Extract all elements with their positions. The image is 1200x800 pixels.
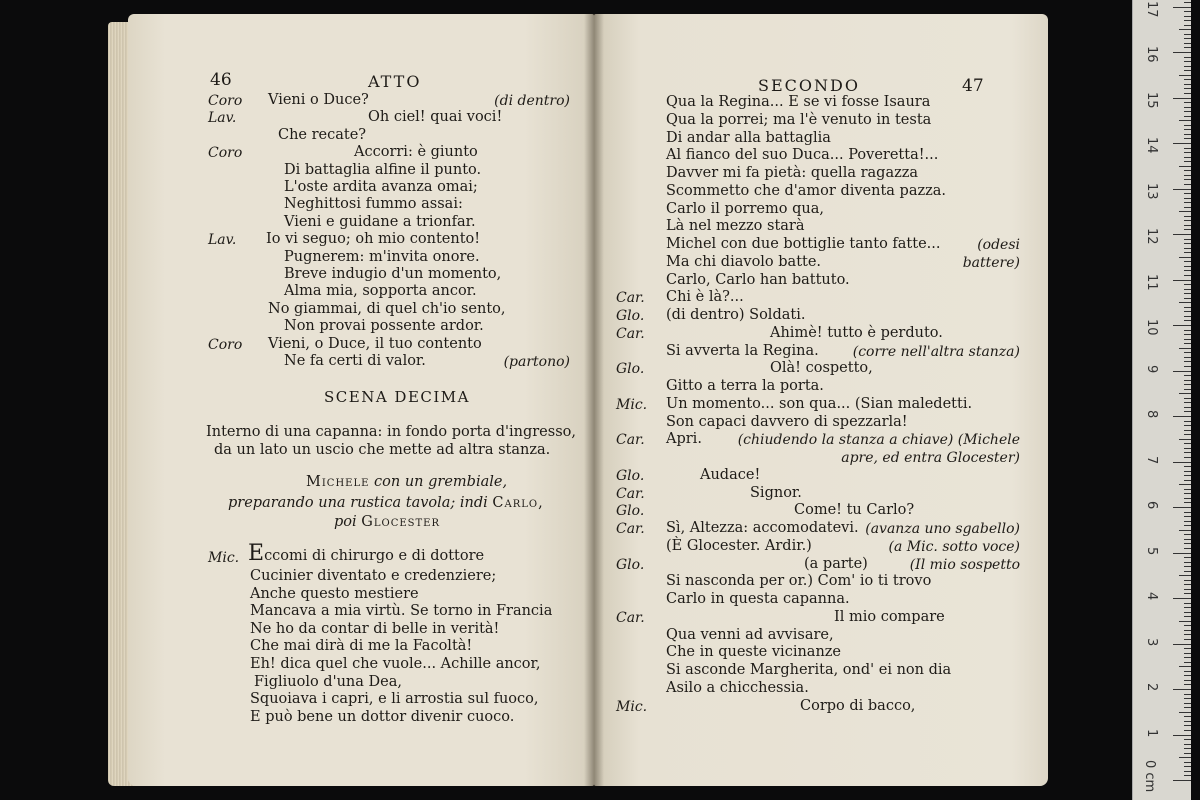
ruler-tick <box>1184 229 1191 230</box>
ruler-tick <box>1184 298 1191 299</box>
ruler-tick <box>1184 521 1191 522</box>
page-number-right: 47 <box>962 76 984 96</box>
ruler-number: 13 <box>1144 182 1159 200</box>
ruler-tick <box>1184 375 1191 376</box>
verse-line: Di battaglia alfine il punto. <box>284 161 482 178</box>
ruler-tick <box>1179 302 1191 303</box>
verse-line: Non provai possente ardor. <box>284 318 484 335</box>
ruler-tick <box>1184 675 1191 676</box>
verse-line: Breve indugio d'un momento, <box>284 266 502 282</box>
ruler-tick <box>1184 430 1191 431</box>
setting-line-2: da un lato un uscio che mette ad altra stanza. <box>214 442 551 458</box>
ruler-tick <box>1184 16 1191 17</box>
ruler-tick <box>1173 507 1191 508</box>
ruler-tick <box>1184 612 1191 613</box>
ruler-tick <box>1184 316 1191 317</box>
speaker-label: Mic. <box>208 550 240 566</box>
ruler-tick <box>1184 443 1191 444</box>
speaker-label: Mic. <box>616 396 648 413</box>
speaker-label: Glo. <box>616 503 645 520</box>
cast-line-3: poi Glocester <box>334 514 440 530</box>
verse-line: Come! tu Carlo? <box>794 502 915 519</box>
ruler-tick <box>1179 666 1191 667</box>
ruler-tick <box>1184 20 1191 21</box>
verse-line: No giammai, di quel ch'io sento, <box>268 300 506 317</box>
ruler-tick <box>1184 721 1191 722</box>
ruler-tick <box>1184 138 1191 139</box>
verse-line: Cucinier diventato e credenziere; <box>250 568 497 584</box>
ruler-tick <box>1184 516 1191 517</box>
ruler-tick <box>1173 98 1191 99</box>
ruler-tick <box>1184 148 1191 149</box>
ruler-tick <box>1184 239 1191 240</box>
ruler-tick <box>1184 748 1191 749</box>
ruler-number: 4 <box>1144 592 1159 601</box>
ruler-tick <box>1173 371 1191 372</box>
ruler-tick <box>1179 712 1191 713</box>
ruler-tick <box>1184 389 1191 390</box>
verse-line: (a parte) <box>804 555 868 572</box>
ruler-tick <box>1173 735 1191 736</box>
scene-title: SCENA DECIMA <box>324 388 470 406</box>
ruler-tick <box>1179 439 1191 440</box>
ruler-tick <box>1179 575 1191 576</box>
ruler-tick <box>1184 452 1191 453</box>
ruler-tick <box>1184 562 1191 563</box>
ruler-tick <box>1184 129 1191 130</box>
ruler-tick <box>1173 416 1191 417</box>
verse-line: Olà! cospetto, <box>770 360 873 377</box>
ruler-tick <box>1184 698 1191 699</box>
verse-line: Vieni, o Duce, il tuo contento <box>268 335 482 352</box>
verse-line: Davver mi fa pietà: quella ragazza <box>666 165 919 181</box>
ruler-tick <box>1179 393 1191 394</box>
verse-line: Sì, Altezza: accomodatevi. <box>666 520 859 536</box>
ruler-tick <box>1184 193 1191 194</box>
verse-line: E può bene un dottor divenir cuoco. <box>250 708 515 725</box>
ruler-tick <box>1173 644 1191 645</box>
verse-line: Audace! <box>700 466 761 483</box>
ruler-tick <box>1184 493 1191 494</box>
ruler-tick <box>1184 380 1191 381</box>
verse-line: (È Glocester. Ardir.) <box>666 537 812 554</box>
verse-line: Michel con due bottiglie tanto fatte... <box>666 236 941 252</box>
speaker-label: Glo. <box>616 361 645 378</box>
ruler-tick <box>1184 630 1191 631</box>
open-book <box>108 14 1048 786</box>
ruler-tick <box>1184 88 1191 89</box>
verse-line: Qua la Regina... E se vi fosse Isaura <box>666 94 931 110</box>
ruler-tick <box>1173 189 1191 190</box>
speaker-label: Car. <box>616 485 645 502</box>
ruler-number: 10 <box>1144 319 1159 336</box>
ruler-tick <box>1184 357 1191 358</box>
ruler-tick <box>1184 275 1191 276</box>
ruler-tick <box>1184 243 1191 244</box>
ruler-tick <box>1184 534 1191 535</box>
ruler-tick <box>1184 175 1191 176</box>
ruler-number: 16 <box>1144 46 1159 63</box>
ruler-tick <box>1184 179 1191 180</box>
ruler-tick <box>1184 684 1191 685</box>
speaker-label: Lav. <box>208 232 237 249</box>
ruler-tick <box>1179 530 1191 531</box>
ruler-tick <box>1184 84 1191 85</box>
ruler-tick <box>1184 725 1191 726</box>
verse-line: Asilo a chicchessia. <box>666 679 809 696</box>
ruler-number: 11 <box>1144 273 1159 291</box>
speaker-label: Mic. <box>616 698 648 715</box>
verse-line: Oh ciel! quai voci! <box>368 109 503 126</box>
verse-line: Neghittosi fummo assai: <box>284 196 463 213</box>
verse-line: Che recate? <box>278 126 367 143</box>
verse-line: Scommetto che d'amor diventa pazza. <box>666 182 947 199</box>
ruler-number: 9 <box>1144 364 1159 373</box>
stage-direction: (odesi <box>977 237 1020 253</box>
verse-line: Corpo di bacco, <box>800 697 916 714</box>
verse-line: Vieni e guidane a trionfar. <box>284 213 476 230</box>
book-gutter <box>584 14 604 786</box>
ruler-tick <box>1184 252 1191 253</box>
setting-line-1: Interno di una capanna: in fondo porta d'ingresso, <box>206 424 576 440</box>
ruler-tick <box>1184 744 1191 745</box>
stage-direction: battere) <box>962 254 1020 271</box>
ruler-tick <box>1184 293 1191 294</box>
ruler-tick <box>1184 607 1191 608</box>
ruler-tick <box>1184 616 1191 617</box>
speaker-label: Glo. <box>616 556 645 573</box>
verse-line: Qua venni ad avvisare, <box>666 626 834 643</box>
verse-line: Anche questo mestiere <box>250 585 419 602</box>
ruler-tick <box>1184 38 1191 39</box>
verse-line: Accorri: è giunto <box>354 144 478 161</box>
verse-line: Che mai dirà di me la Facoltà! <box>250 638 473 655</box>
verse-line: Son capaci davvero di spezzarla! <box>666 413 908 430</box>
ruler-tick <box>1184 307 1191 308</box>
speaker-label: Car. <box>616 521 645 537</box>
ruler-tick <box>1184 134 1191 135</box>
stage-direction: (corre nell'altra stanza) <box>852 343 1020 360</box>
ruler-tick <box>1173 553 1191 554</box>
ruler-tick <box>1184 648 1191 649</box>
ruler-tick <box>1179 484 1191 485</box>
ruler-tick <box>1184 730 1191 731</box>
ruler-number: 3 <box>1144 637 1159 646</box>
ruler-tick <box>1184 102 1191 103</box>
ruler-tick <box>1184 207 1191 208</box>
ruler-tick <box>1184 589 1191 590</box>
ruler-tick <box>1184 703 1191 704</box>
ruler-tick <box>1184 762 1191 763</box>
ruler-tick <box>1184 716 1191 717</box>
ruler-tick <box>1184 57 1191 58</box>
ruler-tick <box>1179 120 1191 121</box>
ruler-tick <box>1184 47 1191 48</box>
verse-line: Là nel mezzo starà <box>666 218 805 235</box>
ruler-tick <box>1184 402 1191 403</box>
ruler-tick <box>1184 161 1191 162</box>
verse-line: Gitto a terra la porta. <box>666 378 824 394</box>
ruler-tick <box>1179 75 1191 76</box>
ruler-tick <box>1184 543 1191 544</box>
ruler-tick <box>1173 462 1191 463</box>
ruler-tick <box>1184 330 1191 331</box>
verse-line: Ahimè! tutto è perduto. <box>770 324 943 341</box>
ruler-tick <box>1184 525 1191 526</box>
ruler-tick <box>1184 653 1191 654</box>
ruler-tick <box>1173 598 1191 599</box>
ruler-tick <box>1184 339 1191 340</box>
ruler-tick <box>1184 366 1191 367</box>
verse-line: Qua la porrei; ma l'è venuto in testa <box>666 111 932 128</box>
stage-direction: (a Mic. sotto voce) <box>888 538 1020 555</box>
ruler-tick <box>1184 694 1191 695</box>
ruler-tick <box>1184 2 1191 3</box>
ruler-tick <box>1173 234 1191 235</box>
verse-line: Si asconde Margherita, ond' ei non dia <box>666 662 952 678</box>
ruler-tick <box>1184 639 1191 640</box>
measuring-ruler <box>1132 0 1191 800</box>
ruler-tick <box>1184 475 1191 476</box>
ruler-tick <box>1184 398 1191 399</box>
stage-direction: (di dentro) <box>494 93 570 109</box>
verse-line: Ne fa certi di valor. <box>284 353 426 369</box>
verse-line: Che in queste vicinanze <box>666 644 841 661</box>
ruler-number: 5 <box>1144 546 1159 555</box>
verse-line: Si avverta la Regina. <box>666 342 819 359</box>
verse-line: Signor. <box>750 484 802 501</box>
ruler-tick <box>1184 584 1191 585</box>
speaker-label: Car. <box>616 325 645 342</box>
ruler-number: 14 <box>1144 137 1159 154</box>
stage-direction: (avanza uno sgabello) <box>865 521 1020 537</box>
ruler-tick <box>1179 348 1191 349</box>
ruler-tick <box>1184 448 1191 449</box>
ruler-number: 15 <box>1144 91 1159 109</box>
speech-first-line: Eccomi di chirurgo e di dottore <box>248 541 485 566</box>
verse-line: Al fianco del suo Duca... Poveretta!... <box>666 147 939 164</box>
verse-line: Squoiava i capri, e li arrostia sul fuoco, <box>250 691 539 708</box>
stage-direction: (chiudendo la stanza a chiave) (Michele <box>737 432 1020 449</box>
ruler-tick <box>1184 421 1191 422</box>
ruler-tick <box>1184 248 1191 249</box>
ruler-number: 17 <box>1144 0 1159 18</box>
ruler-tick <box>1184 671 1191 672</box>
right-page <box>594 14 1048 786</box>
speaker-label: Coro <box>208 93 243 109</box>
ruler-tick <box>1184 466 1191 467</box>
ruler-tick <box>1184 311 1191 312</box>
ruler-tick <box>1179 166 1191 167</box>
ruler-tick <box>1184 93 1191 94</box>
verse-line: Di andar alla battaglia <box>666 129 831 146</box>
ruler-number: 8 <box>1144 410 1159 419</box>
ruler-tick <box>1184 603 1191 604</box>
verse-line: Alma mia, sopporta ancor. <box>284 283 477 300</box>
ruler-tick <box>1173 780 1191 781</box>
verse-line: Pugnerem: m'invita onore. <box>284 248 480 265</box>
ruler-tick <box>1179 257 1191 258</box>
verse-line: Ma chi diavolo batte. <box>666 253 822 270</box>
verse-line: Chi è là?... <box>666 289 744 306</box>
ruler-tick <box>1184 125 1191 126</box>
verse-line: Vieni o Duce? <box>268 92 369 108</box>
speaker-label: Car. <box>616 609 645 626</box>
verse-line: Apri. <box>666 431 702 448</box>
speaker-label: Car. <box>616 290 645 307</box>
ruler-tick <box>1184 25 1191 26</box>
speaker-label: Lav. <box>208 110 237 127</box>
ruler-tick <box>1184 548 1191 549</box>
ruler-tick <box>1184 266 1191 267</box>
verse-line: Eh! dica quel che vuole... Achille ancor, <box>250 656 541 672</box>
ruler-tick <box>1184 361 1191 362</box>
ruler-unit-label: 0 cm <box>1142 760 1157 793</box>
ruler-tick <box>1184 739 1191 740</box>
speaker-label: Coro <box>208 145 243 162</box>
ruler-tick <box>1184 343 1191 344</box>
ruler-tick <box>1184 480 1191 481</box>
ruler-tick <box>1173 689 1191 690</box>
ruler-tick <box>1173 325 1191 326</box>
running-header-left: ATTO <box>368 72 422 91</box>
ruler-tick <box>1184 170 1191 171</box>
ruler-tick <box>1173 143 1191 144</box>
ruler-tick <box>1184 662 1191 663</box>
ruler-tick <box>1184 411 1191 412</box>
ruler-tick <box>1184 557 1191 558</box>
page-number-left: 46 <box>210 70 232 90</box>
ruler-tick <box>1184 352 1191 353</box>
cast-line-2: preparando una rustica tavola; indi Carlo, <box>228 495 544 511</box>
ruler-tick <box>1184 261 1191 262</box>
ruler-tick <box>1184 775 1191 776</box>
ruler-tick <box>1184 407 1191 408</box>
ruler-tick <box>1184 753 1191 754</box>
ruler-tick <box>1184 766 1191 767</box>
verse-line: Un momento... son qua... (Sian maledetti. <box>666 395 973 412</box>
ruler-tick <box>1184 571 1191 572</box>
ruler-number: 12 <box>1144 228 1159 245</box>
ruler-tick <box>1184 502 1191 503</box>
ruler-tick <box>1184 61 1191 62</box>
running-header-right: SECONDO <box>758 76 860 95</box>
ruler-tick <box>1184 34 1191 35</box>
ruler-tick <box>1184 157 1191 158</box>
ruler-tick <box>1184 184 1191 185</box>
ruler-tick <box>1184 498 1191 499</box>
ruler-tick <box>1184 489 1191 490</box>
ruler-tick <box>1184 384 1191 385</box>
ruler-tick <box>1184 70 1191 71</box>
ruler-number: 2 <box>1144 683 1159 692</box>
cast-line-1: Michele con un grembiale, <box>306 474 508 490</box>
speaker-label: Car. <box>616 432 645 449</box>
ruler-number: 7 <box>1144 455 1159 464</box>
ruler-tick <box>1184 707 1191 708</box>
ruler-tick <box>1184 634 1191 635</box>
ruler-tick <box>1184 580 1191 581</box>
ruler-tick <box>1184 152 1191 153</box>
verse-line: Figliuolo d'una Dea, <box>254 673 402 690</box>
ruler-number: 6 <box>1144 501 1159 510</box>
stage-direction: (partono) <box>503 354 570 370</box>
ruler-tick <box>1184 111 1191 112</box>
ruler-tick <box>1184 107 1191 108</box>
ruler-number: 1 <box>1144 728 1159 737</box>
ruler-tick <box>1184 66 1191 67</box>
ruler-tick <box>1184 471 1191 472</box>
ruler-tick <box>1184 320 1191 321</box>
ruler-tick <box>1179 29 1191 30</box>
ruler-tick <box>1184 11 1191 12</box>
ruler-tick <box>1184 593 1191 594</box>
ruler-tick <box>1184 43 1191 44</box>
ruler-tick <box>1184 216 1191 217</box>
ruler-tick <box>1184 284 1191 285</box>
stage-direction: apre, ed entra Glocester) <box>841 450 1020 466</box>
ruler-tick <box>1184 457 1191 458</box>
ruler-tick <box>1184 657 1191 658</box>
ruler-tick <box>1173 7 1191 8</box>
verse-line: Mancava a mia virtù. Se torno in Francia <box>250 603 553 620</box>
ruler-tick <box>1179 211 1191 212</box>
ruler-tick <box>1179 621 1191 622</box>
verse-line: Il mio compare <box>834 608 945 625</box>
verse-line: Ne ho da contar di belle in verità! <box>250 620 500 637</box>
verse-line: Carlo in questa capanna. <box>666 591 850 607</box>
speaker-label: Glo. <box>616 308 645 324</box>
ruler-tick <box>1173 52 1191 53</box>
ruler-tick <box>1184 79 1191 80</box>
ruler-tick <box>1184 425 1191 426</box>
ruler-tick <box>1184 539 1191 540</box>
ruler-tick <box>1184 198 1191 199</box>
ruler-tick <box>1184 220 1191 221</box>
speaker-label: Glo. <box>616 467 645 484</box>
verse-line: (di dentro) Soldati. <box>666 307 806 323</box>
ruler-tick <box>1184 225 1191 226</box>
verse-line: Carlo, Carlo han battuto. <box>666 271 850 288</box>
ruler-tick <box>1179 757 1191 758</box>
verse-line: Si nasconda per or.) Com' io ti trovo <box>666 573 932 590</box>
ruler-tick <box>1184 289 1191 290</box>
ruler-tick <box>1184 625 1191 626</box>
ruler-tick <box>1184 512 1191 513</box>
ruler-tick <box>1184 334 1191 335</box>
verse-line: Carlo il porremo qua, <box>666 200 824 217</box>
left-page <box>128 14 594 786</box>
ruler-tick <box>1184 434 1191 435</box>
speaker-label: Coro <box>208 336 243 353</box>
ruler-tick <box>1184 680 1191 681</box>
ruler-tick <box>1173 280 1191 281</box>
ruler-tick <box>1184 202 1191 203</box>
verse-line: L'oste ardita avanza omai; <box>284 179 478 195</box>
ruler-tick <box>1184 771 1191 772</box>
ruler-tick <box>1184 566 1191 567</box>
verse-line: Io vi seguo; oh mio contento! <box>266 231 481 248</box>
ruler-tick <box>1184 270 1191 271</box>
ruler-tick <box>1184 116 1191 117</box>
stage-direction: (Il mio sospetto <box>909 556 1020 573</box>
